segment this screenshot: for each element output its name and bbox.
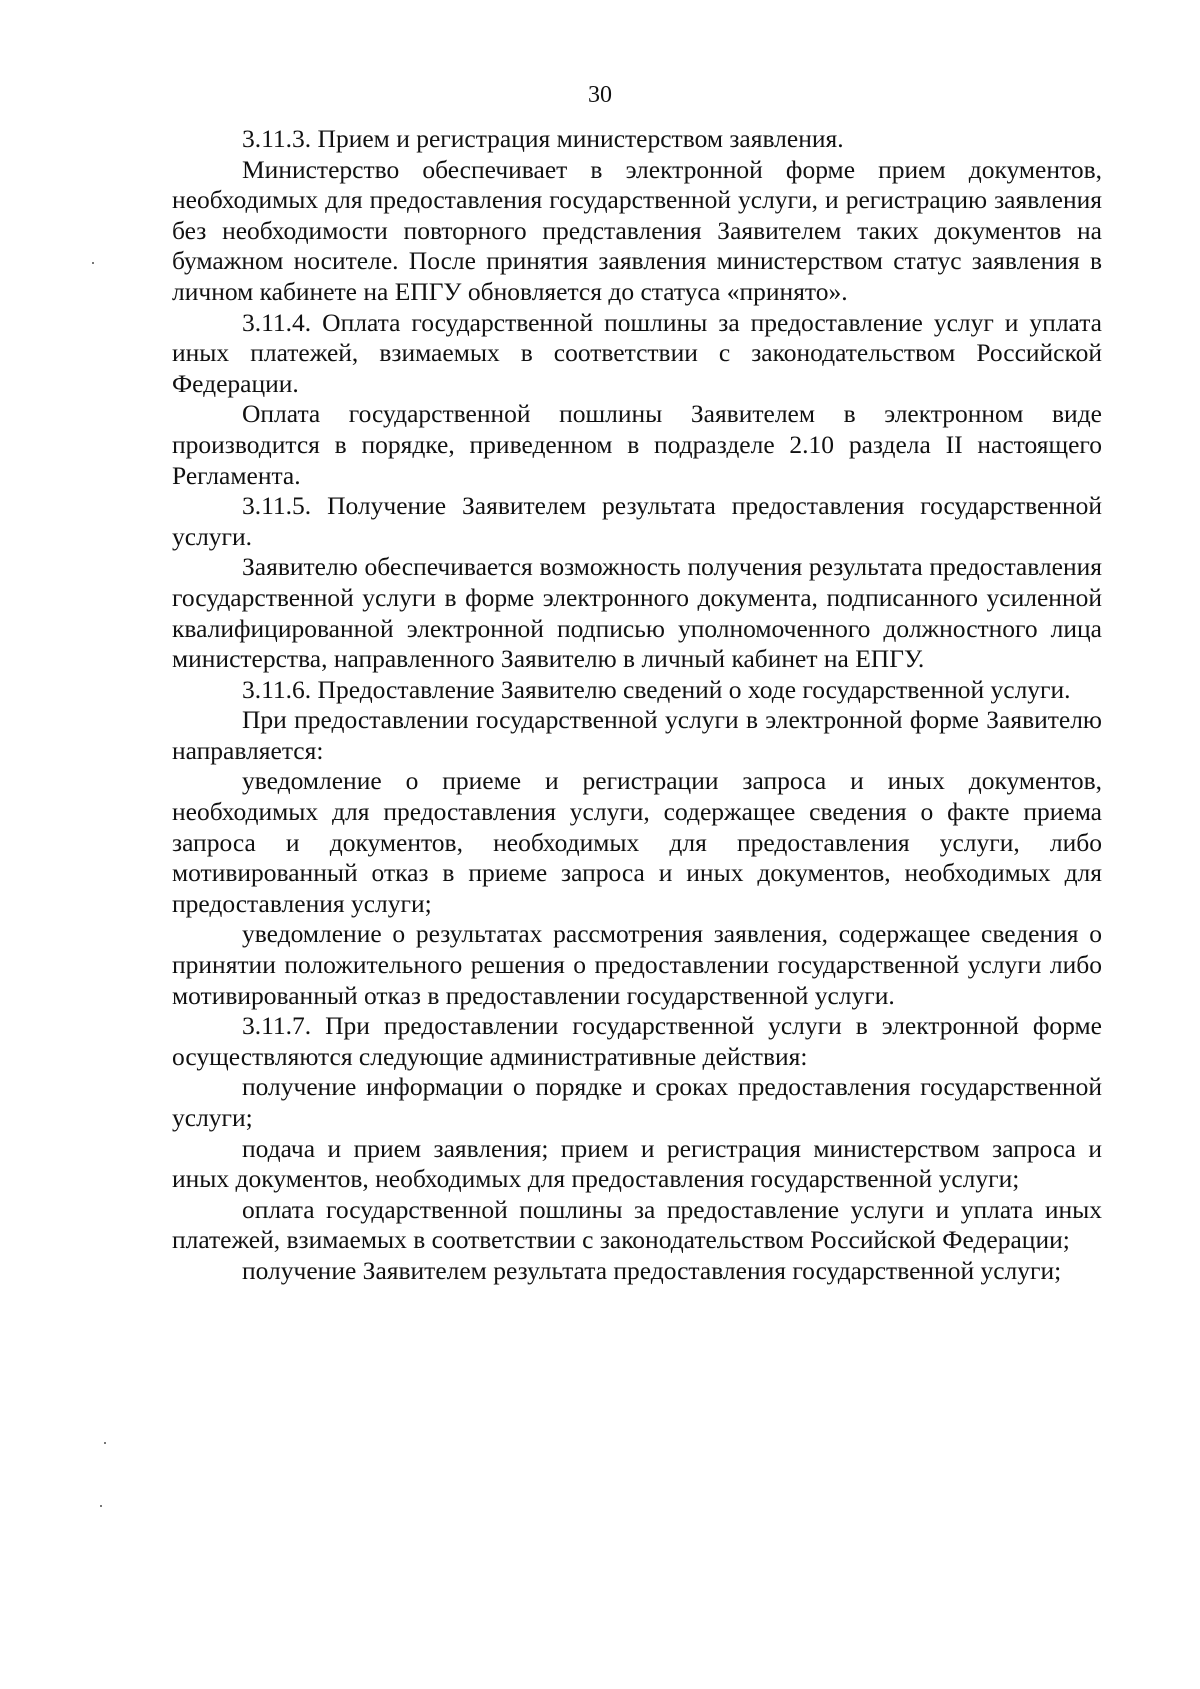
scan-speck [100, 1505, 102, 1507]
paragraph-3-11-3-heading: 3.11.3. Прием и регистрация министерством заявления. [242, 124, 844, 153]
paragraph-fee-payment: Оплата государственной пошлины Заявителем в электронном виде производится в порядке, приведенном в подразделе 2.10 раздела II настоящего Регламента. [172, 399, 1102, 490]
page-number: 30 [588, 82, 612, 108]
paragraph-3-11-7-heading: 3.11.7. При предоставлении государственной услуги в электронной форме осуществляются следующие административные действия: [172, 1011, 1102, 1071]
paragraph-notification-result: уведомление о результатах рассмотрения заявления, содержащее сведения о принятии положительного решения о предоставлении государственной услуги либо мотивированный отказ в предоставлении государственной услуги. [172, 919, 1102, 1010]
scan-speck [104, 1442, 106, 1444]
paragraph-notification-receipt: уведомление о приеме и регистрации запроса и иных документов, необходимых для предоставления услуги, содержащее сведения о факте приема запроса и документов, необходимых для предоставления услуги, либо мотивированный отказ в приеме запроса и иных документов, необходимых для предоставления услуги; [172, 766, 1102, 918]
scan-speck [92, 262, 94, 264]
list-item-payment: оплата государственной пошлины за предоставление услуги и уплата иных платежей, взимаемых в соответствии с законодательством Российской Федерации; [172, 1194, 1102, 1255]
paragraph-result-delivery: Заявителю обеспечивается возможность получения результата предоставления государственной услуги в форме электронного документа, подписанного усиленной квалифицированной электронной подписью уполномоченного должностного лица министерства, направленного Заявителю в личный кабинет на ЕПГУ. [172, 552, 1102, 674]
list-item-information: получение информации о порядке и сроках предоставления государственной услуги; [172, 1072, 1102, 1132]
paragraph-3-11-6-heading: 3.11.6. Предоставление Заявителю сведений о ходе государственной услуги. [242, 674, 1071, 704]
paragraph-document-acceptance: Министерство обеспечивает в электронной форме прием документов, необходимых для предоставления государственной услуги, и регистрацию заявления без необходимости повторного представления Заявителем таких документов на бумажном носителе. После принятия заявления министерством статус заявления в личном кабинете на ЕПГУ обновляется до статуса «принято». [172, 154, 1102, 306]
list-item-result: получение Заявителем результата предоставления государственной услуги; [242, 1255, 1062, 1285]
document-body [172, 124, 1102, 1287]
list-item-submission: подача и прием заявления; прием и регистрация министерством запроса и иных документов, необходимых для предоставления государственной услуги; [172, 1133, 1102, 1194]
paragraph-3-11-5-heading: 3.11.5. Получение Заявителем результата предоставления государственной услуги. [172, 491, 1102, 551]
paragraph-notifications-intro: При предоставлении государственной услуги в электронной форме Заявителю направляется: [172, 705, 1102, 765]
paragraph-3-11-4-heading: 3.11.4. Оплата государственной пошлины за предоставление услуг и уплата иных платежей, взимаемых в соответствии с законодательством Российской Федерации. [172, 307, 1102, 398]
